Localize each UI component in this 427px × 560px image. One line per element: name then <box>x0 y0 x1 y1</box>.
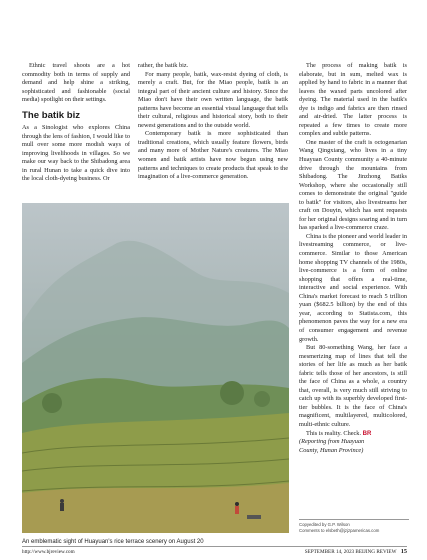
issue-line: SEPTEMBER 14, 2023 BEIJING REVIEW <box>304 549 397 555</box>
dateline <box>299 438 407 455</box>
comments-contact: Comments to elsbeth@jzjzpamericas.com <box>299 527 380 533</box>
dateline-line-2: County, Hunan Province) <box>299 446 364 454</box>
closing-line <box>299 430 407 439</box>
closing-text: This is reality. Check. <box>306 429 362 437</box>
paragraph: But 80-something Wang, her face a mesmerizing map of lines that tell the stories of her life as much as her batik fabric tells those of her ancestors, is still the face of China as a whole, a country that, overall, is very much still striving to catch up with its superbly developed first-tier bubbles. It is the face of China's magnificent, multilayered, multicolored, multi-ethnic culture. <box>299 344 407 428</box>
landscape-illustration <box>22 203 289 533</box>
article-column-2 <box>138 62 288 182</box>
paragraph: The process of making batik is elaborate, but in sum, melted wax is applied by hand to fabric in a manner that leaves the waxed parts uncolored after dyeing. The material used in the batik's dye is indigo and fabrics are then rinsed and air-dried. The latter process is repeated a few times to create more complex and subtle patterns. <box>299 62 407 138</box>
paragraph: Ethnic travel shoots are a hot commodity both in terms of supply and demand and help shine a striking, sophisticated and fashionable (social media) spotlight on their settings. <box>22 62 130 104</box>
paragraph: One master of the craft is octogenarian Wang Qingxiang, who lives in a tiny Huayuan County community a 40-minute drive through the mountains from Shibadong. The Jinzhong Batiks Workshop, where she occasionally still comes to demonstrate the original "guide to batik" for visitors, also livestreams her craft on Douyin, which has sent requests for her original designs soaring and in turn has sparked a live-commerce craze. <box>299 138 407 232</box>
footer-url[interactable]: http://www.bjreview.com <box>22 549 75 555</box>
credits-box <box>299 519 409 533</box>
section-heading: The batik biz <box>22 110 81 121</box>
paragraph: As a Sinologist who explores China through the lens of fashion, I would like to mull over some more modish ways of improving livelihoods in villages. So we make our way back to the Shibadong area in rural Hunan to take a quick dive into the local cloth-dyeing business. Or <box>22 124 130 183</box>
rice-terrace-photo <box>22 203 289 533</box>
copyedit-credit: Copyedited by G.P. Wilson <box>299 522 350 527</box>
paragraph: For many people, batik, wax-resist dyeing of cloth, is merely a craft. But, for the Miao people, batik is an integral part of their ancient culture and history. Since the Miao don't have their own written language, the batik patterns have become an essential visual language that tells their cultural, religious and historical story, both to their newest generations and to the outside world. <box>138 70 288 129</box>
footer-issue <box>305 548 407 556</box>
dateline-line-1: (Reporting from Huayuan <box>299 438 365 446</box>
paragraph: Contemporary batik is more sophisticated than traditional creations, which usually feature flowers, birds and many more of Mother Nature's creatures. The Miao women and batik artists have now begun using new patterns and techniques to create products that speak to the imagination of a live-commerce generation. <box>138 130 288 181</box>
paragraph: China is the pioneer and world leader in livestreaming commerce, or live-commerce. Similar to those American home shopping TV channels of the 1980s, live-commerce is a form of online shopping that offers a real-time, interactive and social experience. With China's market forecast to reach 5 trillion yuan ($682.5 billion) by the end of this year, according to Statista.com, this phenomenon paves the way for a new era of consumer engagement and revenue growth. <box>299 232 407 343</box>
article-column-1 <box>22 62 130 105</box>
article-column-1-continued <box>22 124 130 184</box>
br-end-mark: BR <box>362 430 372 437</box>
paragraph: rather, the batik biz. <box>138 62 189 69</box>
article-column-3 <box>299 62 407 455</box>
page-number: 15 <box>400 548 407 555</box>
photo-caption: An emblematic sight of Huayuan's rice terrace scenery on August 20 <box>22 539 204 545</box>
footer-divider <box>22 546 407 547</box>
